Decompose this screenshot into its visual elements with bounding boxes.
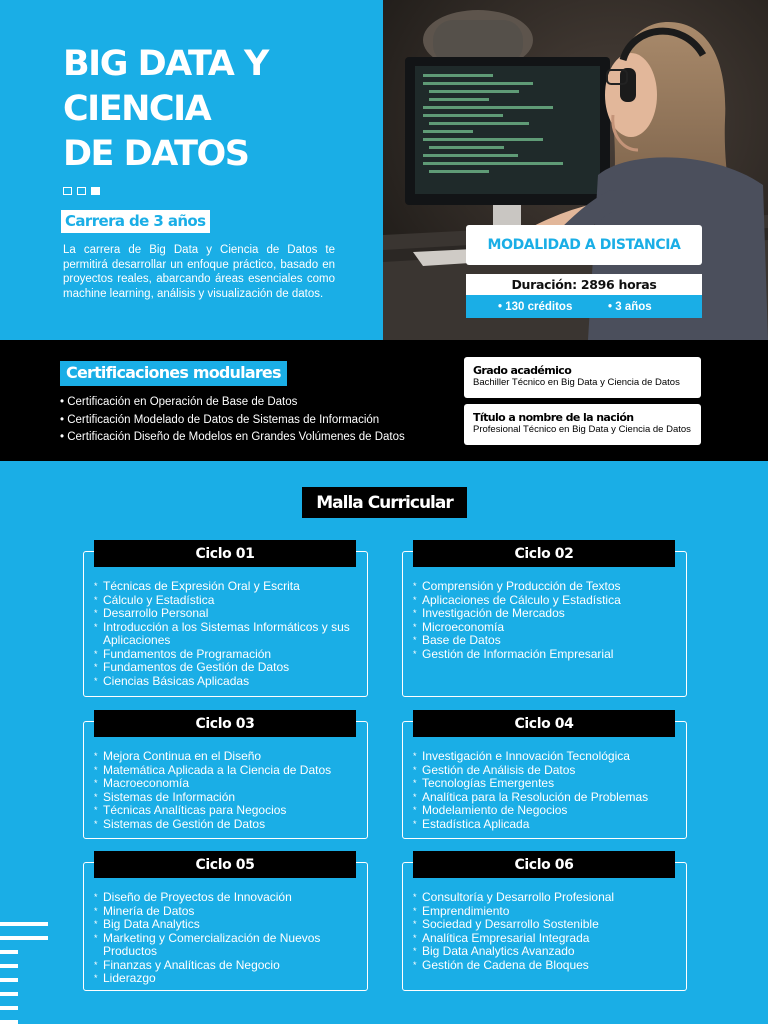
course-item: * Ciencias Básicas Aplicadas	[94, 675, 356, 689]
course-item: * Consultoría y Desarrollo Profesional	[413, 891, 675, 905]
course-item: * Investigación e Innovación Tecnológica	[413, 750, 675, 764]
course-item: * Base de Datos	[413, 634, 675, 648]
square-outline	[77, 187, 86, 195]
intro-paragraph: La carrera de Big Data y Ciencia de Datos te permitirá desarrollar un enfoque práctico, basado en proyectos reales, abarcando áreas esenciales como machine learning, análisis y visualización de datos.	[63, 244, 335, 300]
title-line: BIG DATA Y	[63, 44, 268, 84]
stripe	[0, 964, 18, 968]
course-item: * Gestión de Análisis de Datos	[413, 764, 675, 778]
course-item: * Analítica para la Resolución de Problemas	[413, 791, 675, 805]
stripe	[0, 978, 18, 982]
course-list	[413, 750, 675, 831]
decorative-squares	[63, 187, 100, 195]
course-item: * Sistemas de Información	[94, 791, 356, 805]
course-item: * Matemática Aplicada a la Ciencia de Datos	[94, 764, 356, 778]
cycle-card	[402, 545, 687, 697]
cycle-name: Ciclo 02	[514, 545, 574, 562]
course-item: * Microeconomía	[413, 621, 675, 635]
cycle-name: Ciclo 06	[514, 856, 574, 873]
modality-label: MODALIDAD A DISTANCIA	[487, 237, 681, 253]
cycle-card	[402, 856, 687, 991]
course-item: * Liderazgo	[94, 972, 356, 986]
course-item: * Estadística Aplicada	[413, 818, 675, 832]
certifications-band	[0, 340, 768, 461]
course-item: * Aplicaciones de Cálculo y Estadística	[413, 594, 675, 608]
hero-text-panel	[0, 0, 383, 340]
square-outline	[63, 187, 72, 195]
course-item: * Técnicas de Expresión Oral y Escrita	[94, 580, 356, 594]
course-item: * Marketing y Comercialización de Nuevos Productos	[94, 932, 356, 959]
stripe	[0, 936, 48, 940]
degree-subtitle: Profesional Técnico en Big Data y Ciencia de Datos	[473, 424, 691, 435]
course-item: * Diseño de Proyectos de Innovación	[94, 891, 356, 905]
credits-item: • 130 créditos	[498, 300, 573, 313]
cycle-header	[94, 851, 356, 878]
course-item: * Macroeconomía	[94, 777, 356, 791]
curriculum-title	[302, 487, 467, 518]
course-list	[94, 580, 356, 688]
course-item: * Gestión de Información Empresarial	[413, 648, 675, 662]
cycle-card	[402, 715, 687, 839]
course-item: * Big Data Analytics Avanzado	[413, 945, 675, 959]
academic-degree-card	[464, 357, 701, 398]
course-item: * Big Data Analytics	[94, 918, 356, 932]
cycle-header	[413, 540, 675, 567]
degree-title: Grado académico	[473, 364, 572, 377]
page-title	[63, 42, 268, 177]
stripe	[0, 1020, 18, 1024]
course-item: * Tecnologías Emergentes	[413, 777, 675, 791]
stripe	[0, 1006, 18, 1010]
cycle-name: Ciclo 04	[514, 715, 574, 732]
credits-label: 130 créditos	[505, 300, 573, 313]
curriculum-title-label: Malla Curricular	[316, 492, 453, 513]
duration-details	[466, 295, 702, 318]
certifications-badge: Certificaciones modulares	[60, 361, 287, 386]
cycle-header	[94, 540, 356, 567]
certifications-list	[60, 394, 405, 447]
square-filled	[91, 187, 100, 195]
course-list	[413, 891, 675, 972]
cycle-header	[413, 851, 675, 878]
title-line: DE DATOS	[63, 134, 249, 174]
years-label: 3 años	[615, 300, 652, 313]
course-item: * Gestión de Cadena de Bloques	[413, 959, 675, 973]
cycle-card	[83, 856, 368, 991]
course-item: * Analítica Empresarial Integrada	[413, 932, 675, 946]
certification-item: • Certificación Modelado de Datos de Sistemas de Información	[60, 412, 405, 430]
course-item: * Desarrollo Personal	[94, 607, 356, 621]
cycle-name: Ciclo 05	[195, 856, 255, 873]
course-item: * Minería de Datos	[94, 905, 356, 919]
cycle-header	[94, 710, 356, 737]
stripe	[0, 922, 48, 926]
course-list	[94, 750, 356, 831]
title-line: CIENCIA	[63, 89, 211, 129]
course-item: * Investigación de Mercados	[413, 607, 675, 621]
certification-item: • Certificación Diseño de Modelos en Grandes Volúmenes de Datos	[60, 429, 405, 447]
modality-card	[466, 225, 702, 265]
cycle-header	[413, 710, 675, 737]
certification-item: • Certificación en Operación de Base de Datos	[60, 394, 405, 412]
course-list	[94, 891, 356, 986]
degree-title: Título a nombre de la nación	[473, 411, 634, 424]
hero-photo	[383, 0, 768, 340]
hero-section	[0, 0, 768, 340]
course-item: * Introducción a los Sistemas Informáticos y sus Aplicaciones	[94, 621, 356, 648]
cycle-card	[83, 545, 368, 697]
cycle-name: Ciclo 03	[195, 715, 255, 732]
stripe	[0, 950, 18, 954]
duration-card	[466, 274, 702, 295]
course-item: * Cálculo y Estadística	[94, 594, 356, 608]
years-item: • 3 años	[608, 300, 652, 313]
course-item: * Comprensión y Producción de Textos	[413, 580, 675, 594]
course-item: * Sistemas de Gestión de Datos	[94, 818, 356, 832]
stripe	[0, 992, 18, 996]
course-item: * Fundamentos de Gestión de Datos	[94, 661, 356, 675]
course-item: * Modelamiento de Negocios	[413, 804, 675, 818]
course-item: * Emprendimiento	[413, 905, 675, 919]
cycle-card	[83, 715, 368, 839]
cycle-name: Ciclo 01	[195, 545, 255, 562]
degree-subtitle: Bachiller Técnico en Big Data y Ciencia de Datos	[473, 377, 680, 388]
national-title-card	[464, 404, 701, 445]
course-item: * Técnicas Analíticas para Negocios	[94, 804, 356, 818]
course-item: * Sociedad y Desarrollo Sostenible	[413, 918, 675, 932]
course-item: * Finanzas y Analíticas de Negocio	[94, 959, 356, 973]
duration-label: Duración: 2896 horas	[511, 277, 657, 292]
course-item: * Mejora Continua en el Diseño	[94, 750, 356, 764]
career-duration-badge: Carrera de 3 años	[61, 210, 210, 233]
course-list	[413, 580, 675, 661]
course-item: * Fundamentos de Programación	[94, 648, 356, 662]
